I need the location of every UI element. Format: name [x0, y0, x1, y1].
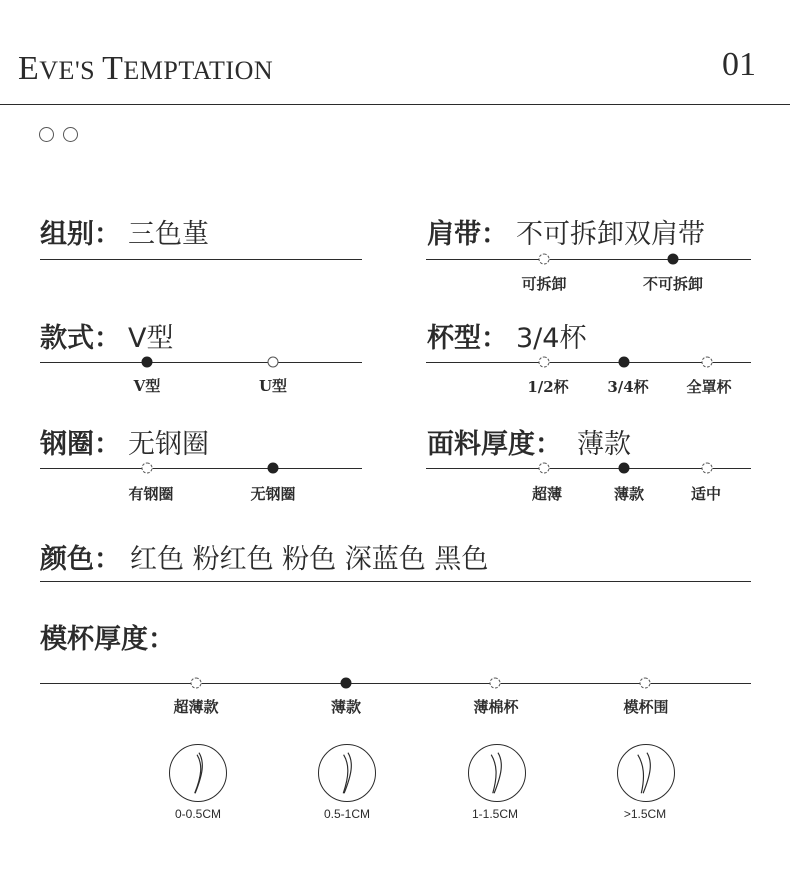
thickness-2: 1-1.5CM	[471, 807, 519, 821]
style-value: V型	[128, 323, 174, 354]
brand-part-ves: VE'S	[39, 56, 96, 85]
mold-marker-1	[341, 678, 352, 689]
wire-scale-line	[40, 468, 362, 469]
page-number: 01	[722, 46, 756, 83]
color-label: 颜色：	[40, 544, 121, 575]
wire-marker-1	[268, 463, 279, 474]
wire-option-0: 有钢圈	[128, 485, 174, 503]
cup-label: 杯型：	[427, 323, 508, 354]
brand-initial-e: E	[18, 50, 40, 87]
thickness-3: >1.5CM	[623, 807, 667, 821]
style-option-0: V型	[133, 377, 161, 395]
cup-profile-icon-0	[169, 744, 227, 802]
fabric-label: 面料厚度：	[427, 429, 562, 460]
mold-option-0: 超薄款	[173, 698, 219, 716]
fabric-marker-0	[539, 463, 550, 474]
fabric-option-2: 适中	[690, 485, 722, 503]
color-underline	[40, 581, 751, 582]
wire-marker-0	[142, 463, 153, 474]
group-value: 三色堇	[128, 219, 209, 250]
cup-option-1: 3/4杯	[607, 378, 649, 396]
strap-marker-1	[668, 254, 679, 265]
mold-option-1: 薄款	[330, 698, 362, 716]
style-marker-0	[142, 357, 153, 368]
strap-option-0: 可拆卸	[521, 275, 567, 293]
brand-initial-t: T	[102, 50, 124, 87]
mold-marker-2	[490, 678, 501, 689]
style-scale-line	[40, 362, 362, 363]
mold-label: 模杯厚度：	[40, 624, 175, 655]
strap-scale-line	[426, 259, 751, 260]
strap-value: 不可拆卸双肩带	[516, 219, 705, 250]
fabric-option-1: 薄款	[613, 485, 645, 503]
mold-marker-0	[191, 678, 202, 689]
cup-option-0: 1/2杯	[527, 378, 569, 396]
cup-option-2: 全罩杯	[686, 378, 732, 396]
style-marker-1	[268, 357, 279, 368]
mold-option-3: 模杯围	[623, 698, 669, 716]
header-divider	[0, 104, 790, 105]
decor-circle-1	[39, 127, 54, 142]
group-label: 组别：	[40, 219, 121, 250]
cup-value: 3/4杯	[516, 323, 587, 354]
brand-logo	[18, 50, 273, 88]
decor-circle-2	[63, 127, 78, 142]
thickness-0: 0-0.5CM	[174, 807, 222, 821]
strap-option-1: 不可拆卸	[642, 275, 704, 293]
fabric-option-0: 超薄	[531, 485, 563, 503]
thickness-1: 0.5-1CM	[323, 807, 371, 821]
cup-profile-icon-3	[617, 744, 675, 802]
wire-label: 钢圈：	[40, 429, 121, 460]
strap-label: 肩带：	[427, 219, 508, 250]
cup-marker-1	[619, 357, 630, 368]
mold-option-2: 薄棉杯	[473, 698, 519, 716]
fabric-marker-1	[619, 463, 630, 474]
style-label: 款式：	[40, 323, 121, 354]
mold-marker-3	[640, 678, 651, 689]
color-value: 红色 粉红色 粉色 深蓝色 黑色	[130, 544, 489, 575]
cup-profile-icon-2	[468, 744, 526, 802]
cup-marker-0	[539, 357, 550, 368]
style-option-1: U型	[258, 377, 288, 395]
strap-marker-0	[539, 254, 550, 265]
group-underline	[40, 259, 362, 260]
fabric-value: 薄款	[577, 429, 631, 460]
brand-part-emptation: EMPTATION	[123, 56, 274, 85]
wire-value: 无钢圈	[128, 429, 209, 460]
wire-option-1: 无钢圈	[250, 485, 296, 503]
cup-marker-2	[702, 357, 713, 368]
fabric-marker-2	[702, 463, 713, 474]
cup-profile-icon-1	[318, 744, 376, 802]
